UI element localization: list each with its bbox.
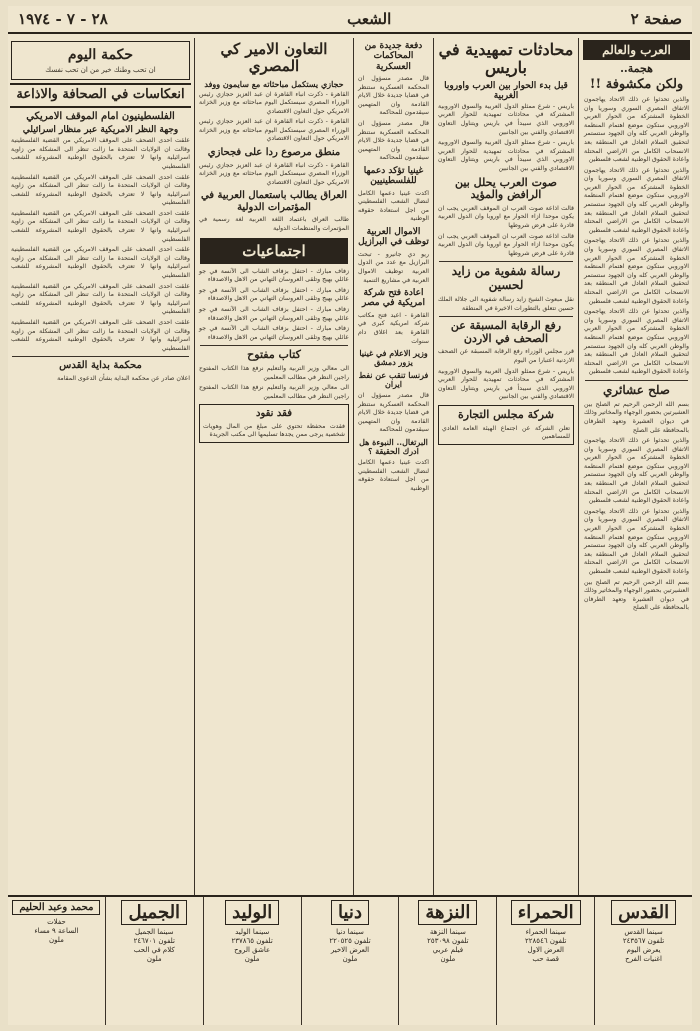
ad-line: تلفون ٢٤٣٥٦٧ (622, 937, 665, 945)
ad-line: سينما القدس (624, 928, 663, 936)
cinema-ads-strip (8, 895, 692, 1025)
article-body: والذين تحدثوا عن ذلك الاتحاد يهاجمون الاتفاق المصري السوري وسوريا وان الخطوة المشتركة من الحوار العربي الاوروبي ستكون موضع اهتمام المنظمة والوطن العربي كله وان الجهود ستستمر لتحقيق السلام العادل في المنطقة بعد الانسحاب الكامل من الاراضي المحتلة واعادة الحقوق الوطنية لشعب فلسطين (584, 437, 689, 505)
ad-line: سينما دنيا (336, 928, 364, 936)
article-headline: صلح عشائري (603, 382, 670, 397)
article-body: قالت اذاعة صوت العرب ان الموقف العربي يجب ان يكون موحدا ازاء الحوار مع اوروبا وان الدول العربية قادرة على فرض شروطها (438, 204, 574, 229)
cinema-name: النزهة (418, 900, 477, 925)
article-body: بسم الله الرحمن الرحيم تم الصلح بين العشيرتين بحضور الوجهاء والمخاتير وذلك في ديوان العشيرة وتعهد الطرفان بالمحافظة على الصلح (584, 400, 689, 434)
article-headline: التعاون الامير كي المصري (220, 40, 328, 76)
article-body: والذين تحدثوا عن ذلك الاتحاد يهاجمون الاتفاق المصري السوري وسوريا وان الخطوة المشتركة من الحوار العربي الاوروبي ستكون موضع اهتمام المنظمة والوطن العربي كله وان الجهود ستستمر لتحقيق السلام العادل في المنطقة بعد الانسحاب الكامل من الاراضي المحتلة واعادة الحقوق الوطنية لشعب فلسطين (584, 308, 689, 376)
article-headline: وزير الاعلام في غينيا يزور دمشق (359, 348, 428, 368)
ad-line: كلام في الحب (133, 946, 175, 954)
article-body: علقت احدى الصحف على الموقف الامريكي من القضية الفلسطينية وقالت ان الولايات المتحدة ما زالت تنظر الى المشكلة من زاوية اسرائيلية وانها لا تعترف بالحقوق الوطنية المشروعة للشعب الفلسطيني (11, 173, 190, 207)
article-body: علقت احدى الصحف على الموقف الامريكي من القضية الفلسطينية وقالت ان الولايات المتحدة ما زالت تنظر الى المشكلة من زاوية اسرائيلية وانها لا تعترف بالحقوق الوطنية المشروعة للشعب الفلسطيني (11, 319, 190, 352)
article-body: القاهرة - اعيد فتح مكاتب شركة امريكية كبرى في القاهرة بعد اغلاق دام سنوات (358, 311, 429, 345)
column-2 (435, 38, 577, 893)
article-body: نقل مبعوث الشيخ زايد رسالة شفوية الى جلالة الملك حسين تتعلق بالتطورات الاخيرة في المنطقة (438, 295, 574, 312)
ad-line: ملون (244, 955, 260, 963)
article-subtitle: قبل بدء الحوار بين العرب واوروبا الغربية (444, 80, 568, 101)
ad-line: ملون (146, 955, 162, 963)
section-banner: انعكاسات في الصحافة والاذاعة (10, 83, 191, 108)
article-body: علقت احدى الصحف على الموقف الامريكي من القضية الفلسطينية وقالت ان الولايات المتحدة ما زالت تنظر الى المشكلة من زاوية اسرائيلية وانها لا تعترف بالحقوق الوطنية المشروعة للشعب الفلسطيني (11, 282, 190, 316)
quote-box (11, 41, 190, 80)
cinema-ad (496, 897, 594, 1025)
issue-date: ٢٨ - ٧ - ١٩٧٤ (18, 10, 108, 28)
article-headline: اعادة فتح شركة امريكية في مصر (362, 288, 425, 309)
ad-line: تلفون ٢٢٨٥٤٦ (525, 937, 567, 945)
ad-line: قصة حب (532, 955, 560, 963)
cinema-name: الوليد (225, 900, 279, 925)
newspaper-name: الشعب (347, 10, 392, 28)
article-headline: رسالة شفوية من زايد لحسين (451, 264, 561, 293)
article-body: علقت احدى الصحف على الموقف الامريكي من القضية الفلسطينية وقالت ان الولايات المتحدة ما زالت تنظر الى المشكلة من زاوية اسرائيلية وانها لا تعترف بالحقوق الوطنية المشروعة للشعب الفلسطيني (11, 137, 190, 170)
notice-title: شركة مجلس التجارة (458, 408, 554, 421)
ad-line: ملون (49, 936, 64, 944)
ad-line: ملون (342, 955, 358, 963)
cinema-name: دنيا (331, 900, 369, 925)
social-notice: زفاف مبارك - احتفل بزفاف الشاب الى الآنسة في جو عائلي بهيج وتلقى العروسان التهاني من الاهل والاصدقاء (199, 286, 349, 303)
ad-line: حفلات (47, 918, 66, 926)
cinema-name: محمد وعبد الحليم (12, 900, 100, 915)
cinema-ad (105, 897, 203, 1025)
page-number: صفحة ٢ (630, 10, 682, 28)
ad-line: تلفون ٢٣٧٨٦٥ (231, 937, 273, 945)
article-headline: غينيا تؤكد دعمها للفلسطينيين (363, 165, 424, 187)
ad-line: العرض الاخير (330, 946, 370, 954)
ad-line: ملون (440, 955, 456, 963)
article-headline: كتاب مفتوح (247, 348, 301, 362)
cinema-ad (203, 897, 301, 1025)
ad-line: تلفون ٢٤٦٧٠١ (133, 937, 175, 945)
article-body: والذين تحدثوا عن ذلك الاتحاد يهاجمون الاتفاق المصري السوري وسوريا وان الخطوة المشتركة من الحوار العربي الاوروبي ستكون موضع اهتمام المنظمة والوطن العربي كله وان الجهود ستستمر لتحقيق السلام العادل في المنطقة بعد الانسحاب الكامل من الاراضي المحتلة واعادة الحقوق الوطنية لشعب فلسطين (584, 507, 689, 576)
article-headline: الفلسطينيون امام الموقف الامريكي (26, 110, 175, 122)
article-body: باريس - شرع ممثلو الدول العربية والسوق الاوروبية المشتركة في محادثات تمهيدية للحوار العربي الاوروبي الذي سيبدأ في باريس ويتناول التعاون الاقتصادي والفني بين الجانبين (438, 102, 574, 136)
notice-box (438, 405, 574, 445)
article-headline: العراق يطالب باستعمال العربية في المؤتمرات الدولية (200, 190, 348, 213)
article-headline: البرتغال.. النبوءة هل ادرك الحقيقة ؟ (359, 436, 428, 457)
cinema-ad (594, 897, 692, 1025)
article-body: علقت احدى الصحف على الموقف الامريكي من القضية الفلسطينية وقالت ان الولايات المتحدة ما زالت تنظر الى المشكلة من زاوية اسرائيلية وانها لا تعترف بالحقوق الوطنية المشروعة للشعب الفلسطيني (11, 209, 190, 243)
notice-box (199, 404, 349, 443)
ad-line: سينما النزهة (429, 928, 466, 936)
column-5 (8, 38, 193, 893)
ad-line: العرض الاول (527, 946, 564, 954)
article-body: والذين تحدثوا عن ذلك الاتحاد يهاجمون الاتفاق المصري السوري وسوريا وان الخطوة المشتركة من الحوار العربي الاوروبي ستكون موضع اهتمام المنظمة والوطن العربي كله وان الجهود ستستمر لتحقيق السلام العادل في المنطقة بعد الانسحاب الكامل من الاراضي المحتلة واعادة الحقوق الوطنية لشعب فلسطين (584, 95, 689, 164)
article-body: والذين تحدثوا عن ذلك الاتحاد يهاجمون الاتفاق المصري السوري وسوريا وان الخطوة المشتركة من الحوار العربي الاوروبي ستكون موضع اهتمام المنظمة والوطن العربي كله وان الجهود ستستمر لتحقيق السلام العادل في المنطقة بعد الانسحاب الكامل من الاراضي المحتلة واعادة الحقوق الوطنية لشعب فلسطين (584, 166, 689, 234)
ad-line: الساعة ٩ مساء (34, 927, 79, 935)
page-header (8, 6, 692, 34)
social-notice: زفاف مبارك - احتفل بزفاف الشاب الى الآنسة في جو عائلي بهيج وتلقى العروسان التهاني من الاهل والاصدقاء (199, 267, 349, 284)
article-headline: فرنسا تنقب عن نفط ايران (358, 369, 429, 389)
article-body: اكدت غينيا دعمها الكامل لنضال الشعب الفلسطيني من اجل استعادة حقوقه الوطنية (358, 189, 429, 223)
article-headline: دفعة جديدة من المحاكمات العسكرية (364, 41, 423, 72)
article-body: اكدت غينيا دعمها الكامل لنضال الشعب الفلسطيني من اجل استعادة حقوقه الوطنية (358, 459, 429, 493)
cinema-name: القدس (611, 900, 676, 925)
ad-line: عاشق الروح (234, 946, 271, 954)
article-body: قال مصدر مسؤول ان المحكمة العسكرية ستنظر في قضايا جديدة خلال الايام القادمة وان المتهمين سيقدمون للمحاكمة (358, 391, 429, 434)
column-3 (355, 38, 432, 893)
ad-line: سينما الجميل (134, 928, 174, 936)
ad-line: تلفون ٢٥٣٠٩٨ (427, 937, 469, 945)
ad-line: فيلم عربي (432, 946, 464, 954)
article-headline: محكمة بداية القدس (59, 360, 142, 372)
article-kicker: هجمة.. (620, 62, 653, 75)
cinema-ad (301, 897, 399, 1025)
article-body: ريو دي جانيرو - تبحث البرازيل مع عدد من الدول العربية توظيف الاموال العربية في مشاريع التنمية (358, 250, 429, 284)
ad-line: سينما الوليد (235, 928, 270, 936)
article-subtitle: وجهة النظر الامريكية عبر منظار اسرائيلي (22, 125, 179, 136)
article-headline: رفع الرقابة المسبقة عن الصحف في الاردن (450, 319, 562, 345)
social-notice: زفاف مبارك - احتفل بزفاف الشاب الى الآنسة في جو عائلي بهيج وتلقى العروسان التهاني من الاهل والاصدقاء (199, 305, 349, 322)
social-notice: زفاف مبارك - احتفل بزفاف الشاب الى الآنسة في جو عائلي بهيج وتلقى العروسان التهاني من الاهل والاصدقاء (199, 325, 349, 341)
notice-body: فقدت محفظة تحتوي على مبلغ من المال وهويات شخصية يرجى ممن يجدها تسليمها الى مكتب الجريدة (203, 422, 345, 439)
article-body: باريس - شرع ممثلو الدول العربية والسوق الاوروبية المشتركة في محادثات تمهيدية للحوار العربي الاوروبي الذي سيبدأ في باريس ويتناول التعاون الاقتصادي والفني بين الجانبين (438, 139, 574, 172)
article-subtitle: حجازي يستكمل مباحثاته مع سايمون ووفد (204, 78, 344, 89)
article-body: قال مصدر مسؤول ان المحكمة العسكرية ستنظر في قضايا جديدة خلال الايام القادمة وان المتهمين سيقدمون للمحاكمة (358, 120, 429, 162)
article-headline: محادثات تمهيدية في باريس (438, 40, 574, 78)
cinema-ad (8, 897, 105, 1025)
article-body: قال مصدر مسؤول ان المحكمة العسكرية ستنظر في قضايا جديدة خلال الايام القادمة وان المتهمين سيقدمون للمحاكمة (358, 75, 429, 117)
quote-body: ان تحب وطنك خير من ان تحب نفسك (45, 66, 156, 75)
article-body: اعلان صادر عن محكمة البداية بشأن الدعوى المقامة (57, 374, 190, 382)
cinema-name: الحمراء (511, 900, 581, 925)
cinema-ad (398, 897, 496, 1025)
article-body: علقت احدى الصحف على الموقف الامريكي من القضية الفلسطينية وقالت ان الولايات المتحدة ما زالت تنظر الى المشكلة من زاوية اسرائيلية وانها لا تعترف بالحقوق الوطنية المشروعة للشعب الفلسطيني (11, 246, 190, 280)
article-headline: ولكن مكشوفة !! (589, 77, 684, 92)
column-1 (581, 38, 692, 893)
article-body: الى معالي وزير التربية والتعليم نرفع هذا الكتاب المفتوح راجين النظر في مطالب المعلمين (199, 384, 349, 400)
article-headline: صوت العرب يحلل بين الرافض والمؤيد (455, 175, 557, 202)
quote-title: حكمة اليوم (67, 47, 134, 63)
ad-line: يعرض اليوم (626, 946, 661, 954)
section-banner: اجتماعيات (200, 238, 348, 264)
article-body: والذين تحدثوا عن ذلك الاتحاد يهاجمون الاتفاق المصري السوري وسوريا وان الخطوة المشتركة من الحوار العربي الاوروبي ستكون موضع اهتمام المنظمة والوطن العربي كله وان الجهود ستستمر لتحقيق السلام العادل في المنطقة بعد الانسحاب الكامل من الاراضي المحتلة واعادة الحقوق الوطنية لشعب فلسطين (584, 237, 689, 305)
section-banner: العرب والعالم (583, 40, 690, 60)
notice-title: فقد نقود (255, 408, 293, 420)
article-body: باريس - شرع ممثلو الدول العربية والسوق الاوروبية المشتركة في محادثات تمهيدية للحوار العربي الاوروبي الذي سيبدأ في باريس ويتناول التعاون الاقتصادي والفني بين الجانبين (438, 367, 574, 401)
ad-line: سينما الحمراء (525, 928, 566, 936)
ad-line: اغنيات الفرح (625, 955, 662, 963)
article-body: القاهرة - ذكرت انباء القاهرة ان عبد العزيز حجازي رئيس الوزراء المصري سيستكمل اليوم مباحثاته مع وزير الخزانة الامريكي حول التعاون الاقتصادي (199, 161, 349, 186)
column-4 (196, 38, 352, 893)
article-body: القاهرة - ذكرت انباء القاهرة ان عبد العزيز حجازي رئيس الوزراء المصري سيستكمل اليوم مباحثاته مع وزير الخزانة الامريكي حول التعاون الاقتصادي (199, 90, 349, 115)
article-body: قرر مجلس الوزراء رفع الرقابة المسبقة عن الصحف الاردنية اعتبارا من اليوم (438, 348, 574, 365)
article-headline: الاموال العربية توظف في البرازيل (358, 227, 429, 248)
newspaper-page (8, 6, 692, 1025)
article-body: الى معالي وزير التربية والتعليم نرفع هذا الكتاب المفتوح راجين النظر في مطالب المعلمين (199, 364, 349, 381)
article-body: قالت اذاعة صوت العرب ان الموقف العربي يجب ان يكون موحدا ازاء الحوار مع اوروبا وان الدول العربية قادرة على فرض شروطها (438, 232, 574, 257)
article-headline: منطق مرصوع ردا على فجحازي (207, 147, 341, 159)
notice-body: تعلن الشركة عن اجتماع الهيئة العامة العادي للمساهمين (442, 424, 570, 441)
article-body: القاهرة - ذكرت انباء القاهرة ان عبد العزيز حجازي رئيس الوزراء المصري سيستكمل اليوم مباحثاته مع وزير الخزانة الامريكي حول التعاون الاقتصادي (199, 118, 349, 143)
ad-line: تلفون ٢٢٠٥٢٥ (329, 937, 371, 945)
article-body: طالب العراق باعتماد اللغة العربية لغة رسمية في المؤتمرات والمنظمات الدولية (199, 216, 349, 232)
article-body: بسم الله الرحمن الرحيم تم الصلح بين العشيرتين بحضور الوجهاء والمخاتير وذلك في ديوان العشيرة وتعهد الطرفان بالمحافظة على الصلح (584, 578, 689, 612)
cinema-name: الجميل (121, 900, 187, 925)
